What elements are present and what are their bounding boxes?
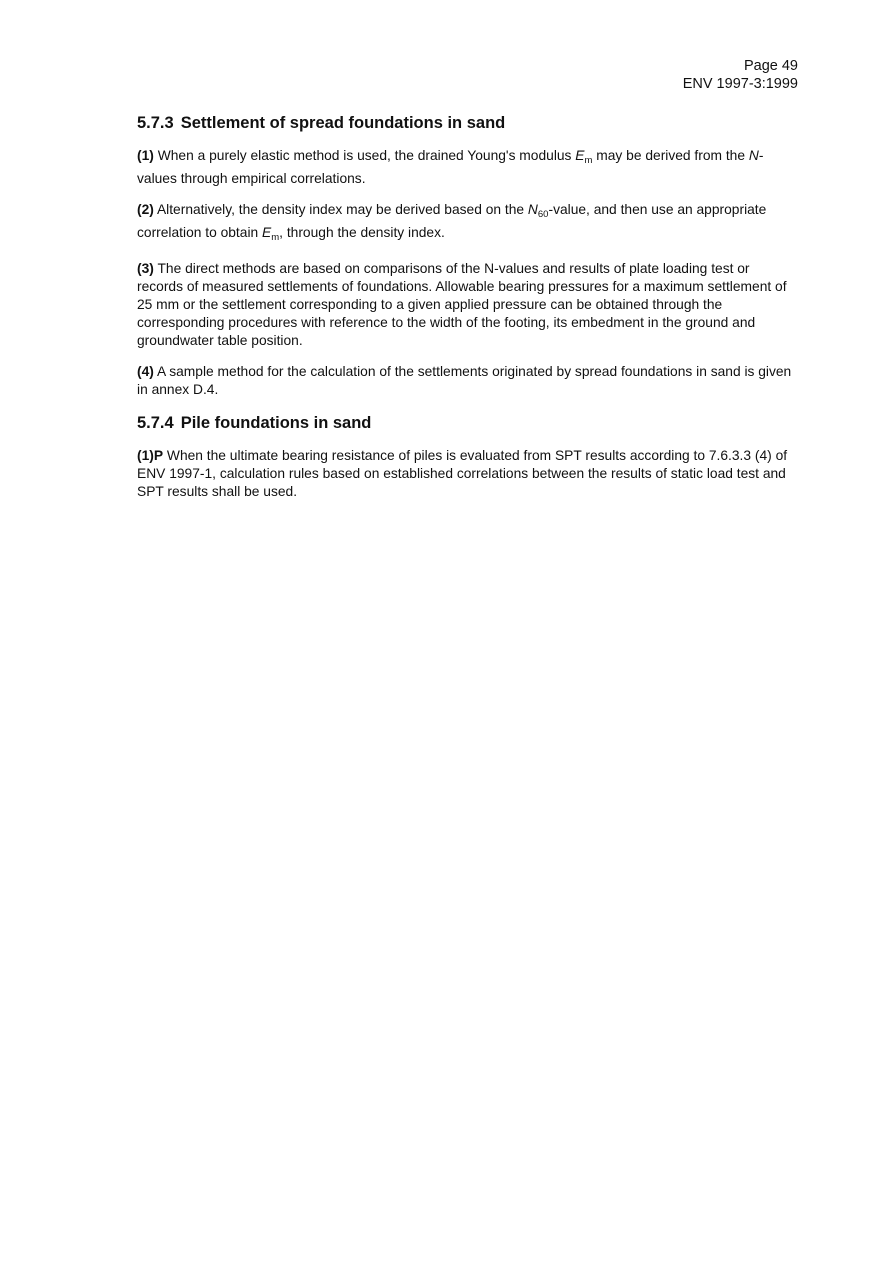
- document-body: [137, 112, 799, 514]
- clause-text: Alternatively, the density index may be derived based on the: [156, 202, 525, 217]
- clause-text: -value, and then use an appropriate correlation to obtain: [137, 202, 767, 240]
- clause-5-7-3-4: [137, 363, 799, 399]
- clause-5-7-3-1: [137, 147, 799, 188]
- symbol-n60: $N_{60}$: [527, 202, 549, 220]
- clause-5-7-3-2: [137, 201, 799, 247]
- page-header: [683, 57, 798, 93]
- clause-number: (1): [137, 148, 154, 163]
- clause-number: (2): [137, 202, 154, 217]
- section-number: 5.7.3: [137, 114, 174, 132]
- section-heading-5-7-4: [137, 412, 799, 434]
- section-heading-5-7-3: [137, 112, 799, 134]
- section-title: Settlement of spread foundations in sand: [180, 114, 506, 132]
- clause-text: -values through empirical correlations.: [137, 148, 764, 186]
- page-number: Page 49: [743, 58, 798, 74]
- clause-5-7-4-1p: [137, 447, 799, 501]
- clause-text: A sample method for the calculation of the settlements originated by spread foundations in sand is given in annex D.4.: [137, 364, 792, 397]
- clause-text: may be derived from the: [596, 148, 746, 163]
- section-number: 5.7.4: [137, 414, 174, 432]
- clause-5-7-3-3: [137, 260, 799, 350]
- symbol-e: $E_m$: [575, 148, 593, 166]
- symbol-n: N: [748, 148, 759, 163]
- clause-text: , through the density index.: [279, 225, 445, 240]
- symbol-e: $E_m$: [262, 225, 280, 243]
- clause-number: (3): [137, 261, 154, 276]
- clause-text: The direct methods are based on comparisons of the N-values and results of plate loading test or records of measured settlements of foundations. Allowable bearing pressures for a maximum settlement of 25 mm or the settlement corresponding to a given applied pressure can be obtained through the corresponding procedures with reference to the width of the footing, its embedment in the ground and groundwater table position.: [137, 261, 787, 348]
- clause-text: When the ultimate bearing resistance of piles is evaluated from SPT results according to 7.6.3.3 (4) of ENV 1997-1, calculation rules based on established correlations between the results of static load test and SPT results shall be used.: [137, 448, 788, 499]
- clause-number: (1)P: [137, 448, 164, 463]
- clause-text: When a purely elastic method is used, the drained Young's modulus: [157, 148, 572, 163]
- clause-number: (4): [137, 364, 154, 379]
- document-id: ENV 1997-3:1999: [682, 76, 798, 92]
- section-title: Pile foundations in sand: [180, 414, 372, 432]
